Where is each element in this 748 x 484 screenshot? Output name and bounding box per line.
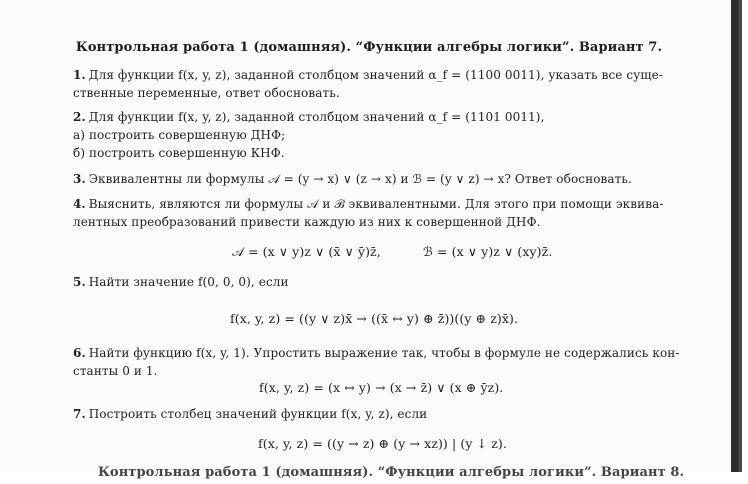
problem-5-line-1	[73, 275, 289, 289]
problem-6-formula: f(x, y, z) = (x ↔ y) → (x → z̄) ∨ (x ⊕ ȳz).	[259, 380, 504, 395]
problem-1-line-2: ственные переменные, ответ обосновать.	[73, 86, 340, 100]
next-page-title-fragment: Контрольная работа 1 (домашняя). “Функции алгебры логики”. Вариант 8.	[98, 465, 685, 480]
problem-4-number: 4.	[73, 197, 86, 211]
problem-6-line-1	[73, 346, 680, 360]
problem-1-line-1	[73, 68, 663, 82]
problem-7-number: 7.	[73, 407, 86, 421]
problem-6-number: 6.	[73, 346, 86, 360]
problem-7-formula: f(x, y, z) = ((y → z) ⊕ (y → xz)) | (y ↓ z).	[258, 436, 507, 451]
problem-6-text: Найти функцию f(x, y, 1). Упростить выражение так, чтобы в формуле не содержались кон-	[88, 346, 680, 360]
problem-4-line-2: лентных преобразований привести каждую из них к совершенной ДНФ.	[73, 215, 541, 229]
page-edge-shadow	[731, 0, 738, 472]
problem-5-number: 5.	[73, 275, 86, 289]
problem-4-formula-b: ℬ = (x ∨ y)z ∨ (xy)z̄.	[423, 244, 553, 259]
problem-2-text: Для функции f(x, y, z), заданной столбцом значений α_f = (1101 0011),	[88, 110, 545, 124]
problem-3-text: Эквивалентны ли формулы 𝒜 = (y → x) ∨ (z → x) и ℬ = (y ∨ z) → x? Ответ обосновать.	[88, 172, 632, 186]
problem-5-text: Найти значение f(0, 0, 0), если	[88, 275, 289, 289]
problem-2-line-1	[73, 110, 544, 124]
problem-1-text: Для функции f(x, y, z), заданной столбцом значений α_f = (1100 0011), указать все суще-	[88, 68, 663, 82]
problem-7-line-1	[73, 407, 427, 421]
page-title: Контрольная работа 1 (домашняя). “Функции алгебры логики”. Вариант 7.	[75, 40, 663, 55]
problem-4-formula-a: 𝒜 = (x ∨ y)z ∨ (x̄ ∨ ȳ)z̄,	[232, 244, 381, 259]
problem-2-item-b: б) построить совершенную КНФ.	[73, 146, 285, 160]
problem-7-text: Построить столбец значений функции f(x, y, z), если	[88, 407, 428, 421]
problem-4-text: Выяснить, являются ли формулы 𝒜 и ℬ эквивалентными. Для этого при помощи эквива-	[88, 197, 664, 211]
problem-2-item-a: а) построить совершенную ДНФ;	[73, 128, 286, 142]
problem-1-number: 1.	[73, 68, 86, 82]
problem-6-line-2: станты 0 и 1.	[73, 364, 158, 378]
problem-4-line-1	[73, 197, 664, 212]
problem-3-number: 3.	[73, 172, 86, 186]
problem-5-formula: f(x, y, z) = ((y ∨ z)x̄ → ((x̄ ↔ y) ⊕ z̄))((y ⊕ z)x̄).	[230, 311, 519, 326]
problem-2-number: 2.	[73, 110, 86, 124]
problem-3-line-1	[73, 172, 632, 187]
